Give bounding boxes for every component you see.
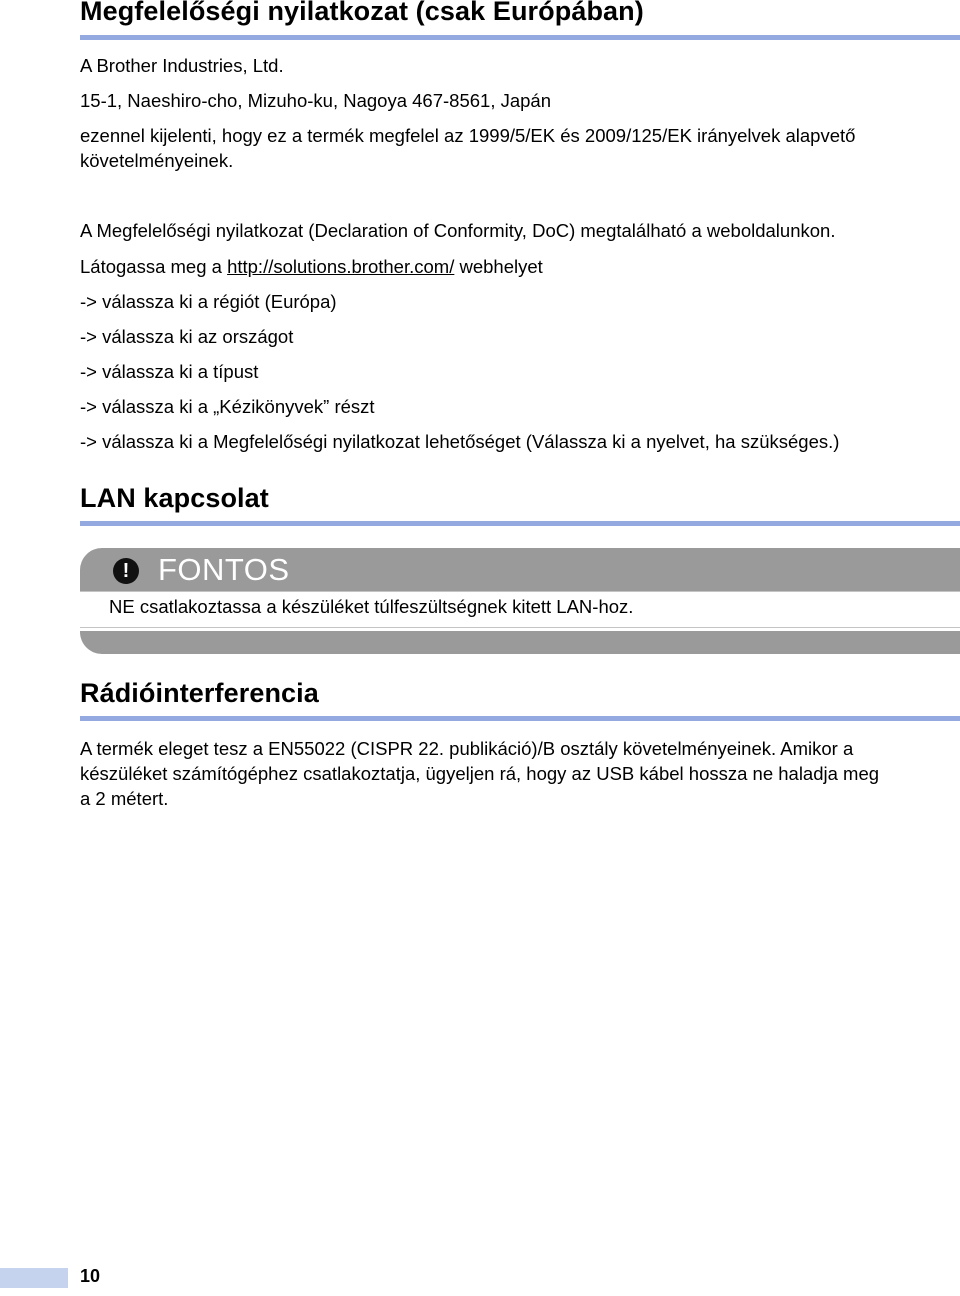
radio-text-line: készüléket számítógéphez csatlakoztatja, ügyeljen rá, hogy az USB kábel hossza ne haladja meg [80,763,880,784]
company-address: 15-1, Naeshiro-cho, Mizuho-ku, Nagoya 467-8561, Japán [80,90,552,111]
declaration-line-1: ezennel kijelenti, hogy ez a termék megfelel az 1999/5/EK és 2009/125/EK irányelvek alapvető [80,125,856,146]
step-item: -> válassza ki a régiót (Európa) [80,291,337,312]
step-item: -> válassza ki a típust [80,361,259,382]
note-divider [80,627,960,628]
step-item: -> válassza ki az országot [80,326,294,347]
doc-availability-text: A Megfelelőségi nyilatkozat (Declaration of Conformity, DoC) megtalálható a weboldalunkon. [80,220,836,241]
exclamation-circle-icon: ! [113,558,139,584]
note-divider [80,591,960,592]
visit-prefix: Látogassa meg a [80,256,228,277]
section-title-radio: Rádióinterferencia [80,678,319,708]
page-number: 10 [80,1266,101,1286]
section-rule [80,716,960,721]
step-item: -> válassza ki a Megfelelőségi nyilatkozat lehetőséget (Válassza ki a nyelvet, ha szükséges.) [80,431,840,452]
important-note-title: FONTOS [158,552,290,587]
page-tab-marker [0,1268,68,1288]
section-rule [80,521,960,526]
declaration-line-2: követelményeinek. [80,150,234,171]
section-title-declaration: Megfelelőségi nyilatkozat (csak Európában) [80,0,644,26]
section-rule [80,35,960,40]
section-title-lan: LAN kapcsolat [80,483,269,513]
step-item: -> válassza ki a „Kézikönyvek” részt [80,396,375,417]
visit-instruction [80,254,543,279]
solutions-link[interactable]: http://solutions.brother.com/ [227,256,455,277]
radio-text-line: a 2 métert. [80,788,169,809]
visit-suffix: webhelyet [454,256,543,277]
radio-text-line: A termék eleget tesz a EN55022 (CISPR 22. publikáció)/B osztály követelményeinek. Amikor a [80,738,854,759]
company-name: A Brother Industries, Ltd. [80,55,284,76]
important-note-footer [80,631,960,654]
important-note-text: NE csatlakoztassa a készüléket túlfeszültségnek kitett LAN-hoz. [109,596,634,617]
